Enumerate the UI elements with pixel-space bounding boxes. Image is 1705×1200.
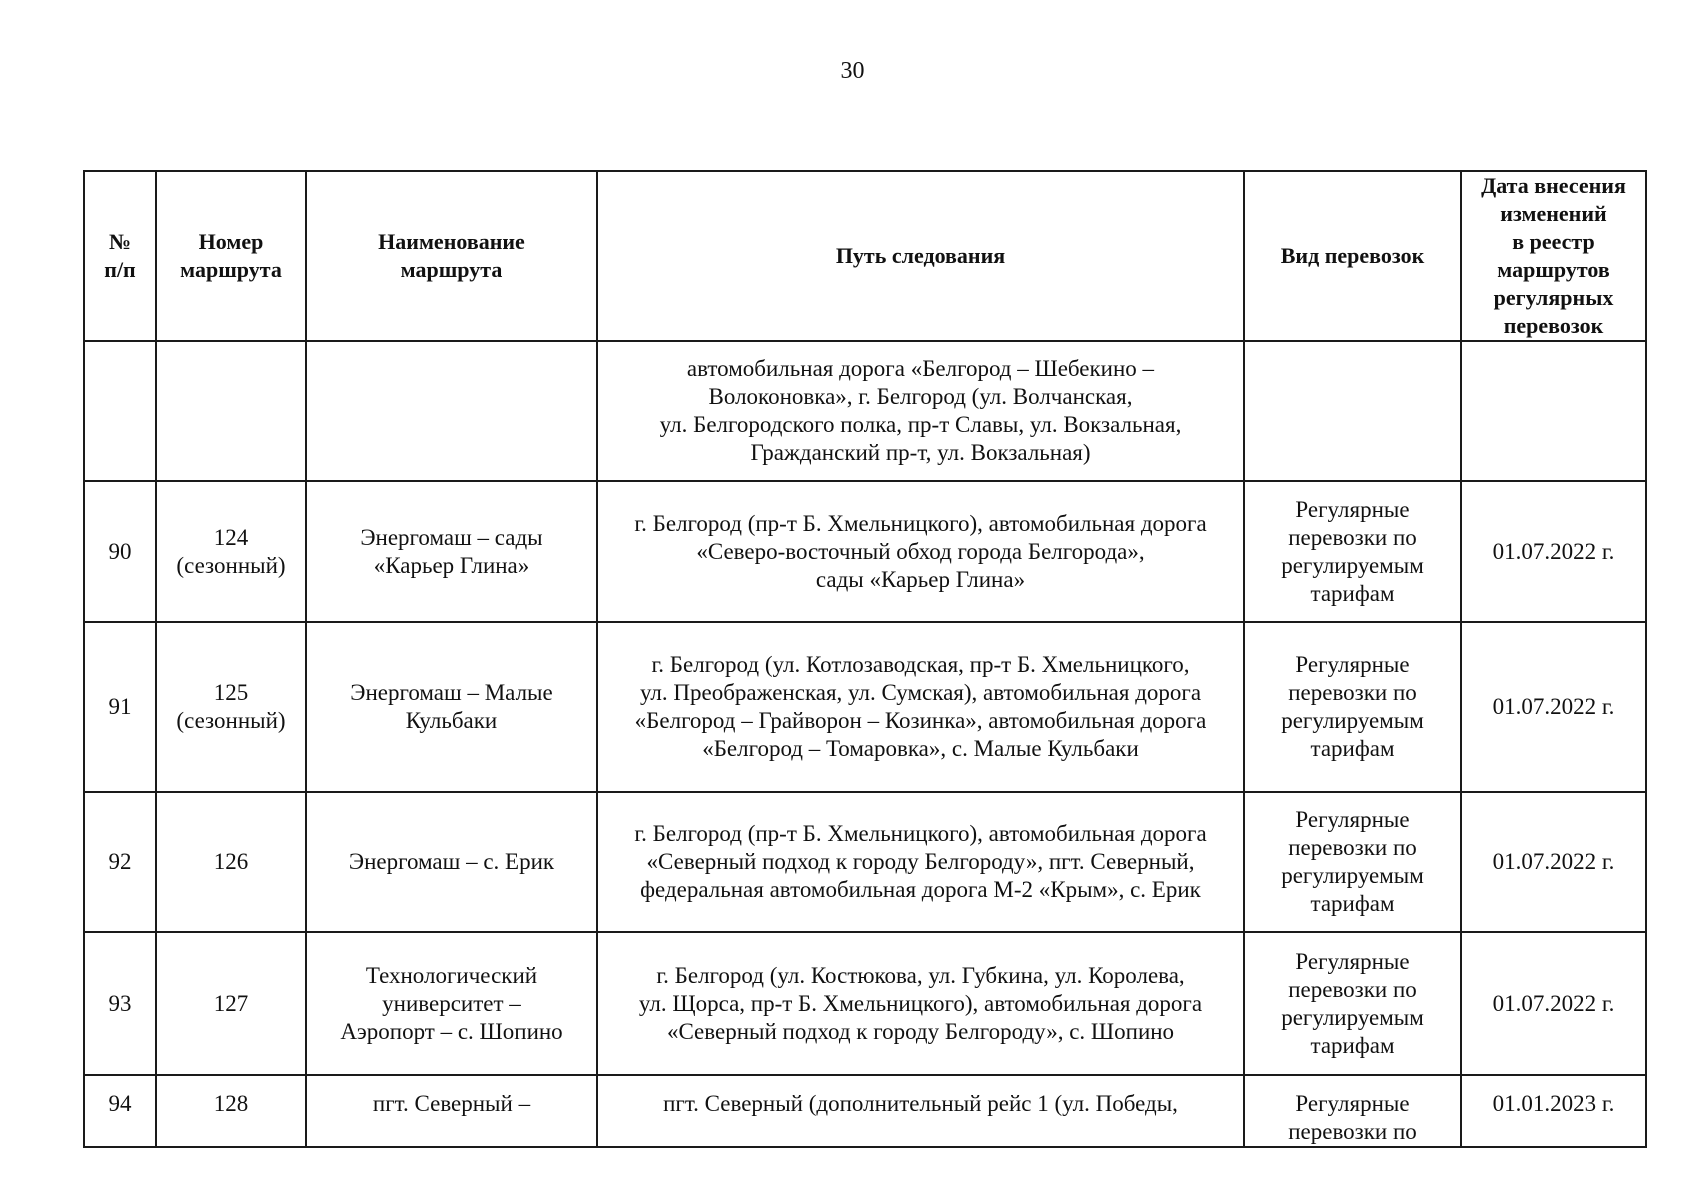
cell-transport-type: Регулярные перевозки по регулируемым тарифам xyxy=(1244,792,1461,932)
cell-transport-type xyxy=(1244,341,1461,481)
table-row xyxy=(84,1075,1646,1147)
cell-route-name: Энергомаш – с. Ерик xyxy=(306,792,597,932)
cell-route-name: Энергомаш – Малые Кульбаки xyxy=(306,622,597,792)
header-change-date: Дата внесения изменений в реестр маршрутов регулярных перевозок xyxy=(1461,171,1646,341)
cell-transport-type: Регулярные перевозки по регулируемым тарифам xyxy=(1244,932,1461,1075)
header-route-name: Наименование маршрута xyxy=(306,171,597,341)
table-row-continuation xyxy=(84,341,1646,481)
cell-path: г. Белгород (ул. Костюкова, ул. Губкина, ул. Королева, ул. Щорса, пр-т Б. Хмельницкого), автомобильная дорога «Северный подход к городу Белгороду», с. Шопино xyxy=(597,932,1244,1075)
header-transport-type: Вид перевозок xyxy=(1244,171,1461,341)
cell-num: 92 xyxy=(84,792,156,932)
header-num: № п/п xyxy=(84,171,156,341)
cell-change-date: 01.07.2022 г. xyxy=(1461,932,1646,1075)
cell-transport-type: Регулярные перевозки по xyxy=(1244,1075,1461,1147)
header-path: Путь следования xyxy=(597,171,1244,341)
cell-route-number xyxy=(156,341,306,481)
cell-num: 93 xyxy=(84,932,156,1075)
header-route-number: Номер маршрута xyxy=(156,171,306,341)
cell-change-date: 01.07.2022 г. xyxy=(1461,481,1646,622)
table-row xyxy=(84,932,1646,1075)
cell-num xyxy=(84,341,156,481)
table-row xyxy=(84,481,1646,622)
cell-route-number: 124 (сезонный) xyxy=(156,481,306,622)
cell-path: г. Белгород (пр-т Б. Хмельницкого), автомобильная дорога «Северо-восточный обход города Белгорода», сады «Карьер Глина» xyxy=(597,481,1244,622)
cell-route-name: пгт. Северный – xyxy=(306,1075,597,1147)
cell-transport-type: Регулярные перевозки по регулируемым тарифам xyxy=(1244,622,1461,792)
cell-change-date: 01.07.2022 г. xyxy=(1461,622,1646,792)
cell-path: автомобильная дорога «Белгород – Шебекино – Волоконовка», г. Белгород (ул. Волчанская, ул. Белгородского полка, пр-т Славы, ул. Вокзальная, Гражданский пр-т, ул. Вокзальная) xyxy=(597,341,1244,481)
routes-table xyxy=(83,170,1647,1148)
page-number: 30 xyxy=(840,58,865,84)
cell-change-date: 01.07.2022 г. xyxy=(1461,792,1646,932)
cell-path: г. Белгород (пр-т Б. Хмельницкого), автомобильная дорога «Северный подход к городу Белгороду», пгт. Северный, федеральная автомобильная дорога М-2 «Крым», с. Ерик xyxy=(597,792,1244,932)
cell-transport-type: Регулярные перевозки по регулируемым тарифам xyxy=(1244,481,1461,622)
cell-route-number: 128 xyxy=(156,1075,306,1147)
cell-num: 90 xyxy=(84,481,156,622)
cell-change-date xyxy=(1461,341,1646,481)
cell-route-name: Технологический университет – Аэропорт – с. Шопино xyxy=(306,932,597,1075)
cell-route-number: 125 (сезонный) xyxy=(156,622,306,792)
cell-num: 91 xyxy=(84,622,156,792)
cell-route-name xyxy=(306,341,597,481)
cell-route-name: Энергомаш – сады «Карьер Глина» xyxy=(306,481,597,622)
cell-route-number: 126 xyxy=(156,792,306,932)
cell-path: г. Белгород (ул. Котлозаводская, пр-т Б. Хмельницкого, ул. Преображенская, ул. Сумская), автомобильная дорога «Белгород – Грайворон – Козинка», автомобильная дорога «Белгород – Томаровка», с. Малые Кульбаки xyxy=(597,622,1244,792)
header-row xyxy=(84,171,1646,341)
table-row xyxy=(84,622,1646,792)
cell-change-date: 01.01.2023 г. xyxy=(1461,1075,1646,1147)
cell-num: 94 xyxy=(84,1075,156,1147)
table-row xyxy=(84,792,1646,932)
cell-path: пгт. Северный (дополнительный рейс 1 (ул. Победы, xyxy=(597,1075,1244,1147)
cell-route-number: 127 xyxy=(156,932,306,1075)
